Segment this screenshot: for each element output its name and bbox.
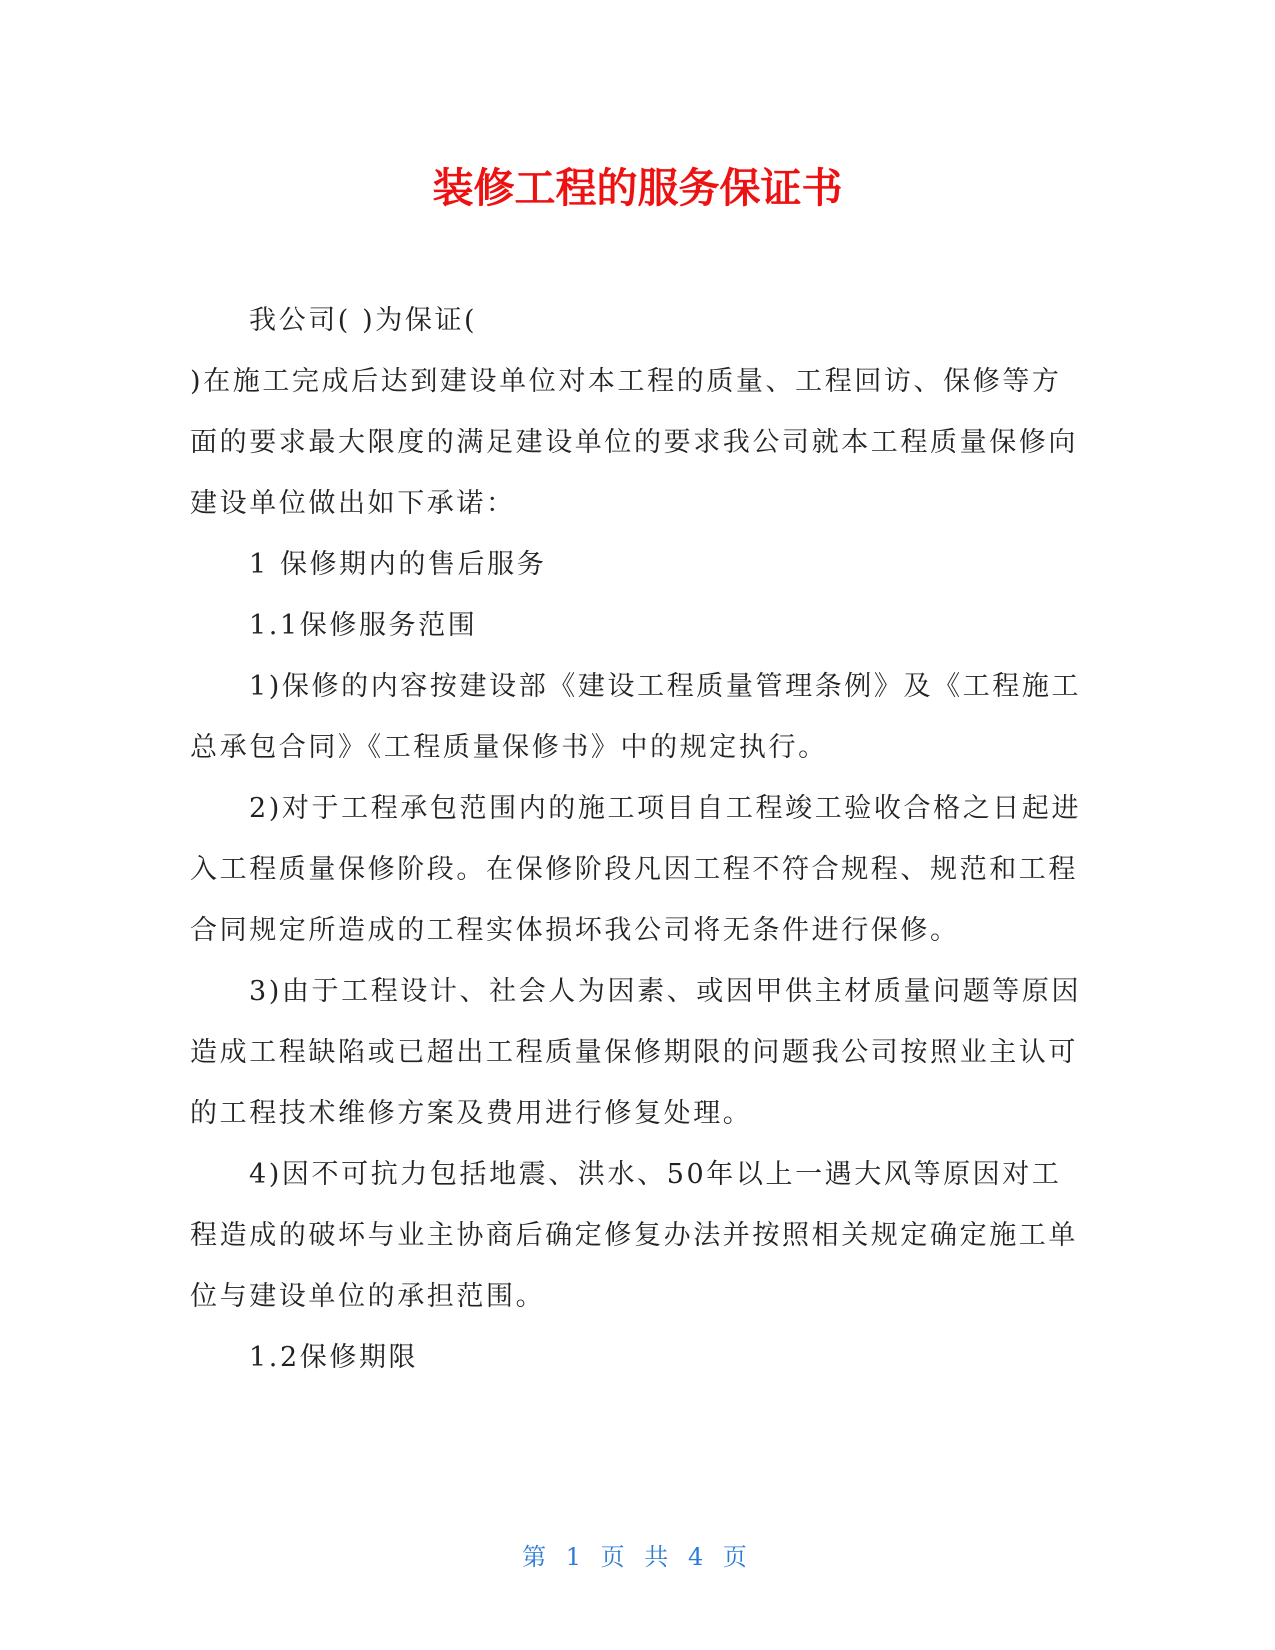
paragraph-intro: 我公司( )为保证( xyxy=(249,305,478,336)
paragraph-commitment: )在施工完成后达到建设单位对本工程的质量、工程回访、保修等方面的要求最大限度的满足建设单位的要求我公司就本工程质量保修向建设单位做出如下承诺： xyxy=(190,366,1078,519)
document-body xyxy=(190,290,1085,1388)
heading-section-1: 1 保修期内的售后服务 xyxy=(249,549,547,580)
heading-section-1-1: 1.1保修服务范围 xyxy=(249,610,478,641)
paragraph-item-4: 4)因不可抗力包括地震、洪水、50年以上一遇大风等原因对工程造成的破坏与业主协商后确定修复办法并按照相关规定确定施工单位与建设单位的承担范围。 xyxy=(190,1159,1078,1312)
paragraph-item-3: 3)由于工程设计、社会人为因素、或因甲供主材质量问题等原因造成工程缺陷或已超出工程质量保修期限的问题我公司按照业主认可的工程技术维修方案及费用进行修复处理。 xyxy=(190,976,1082,1129)
paragraph-item-1: 1)保修的内容按建设部《建设工程质量管理条例》及《工程施工总承包合同》《工程质量保修书》中的规定执行。 xyxy=(190,671,1082,763)
page-number-footer: 第 1 页 共 4 页 xyxy=(522,1543,753,1571)
heading-section-1-2: 1.2保修期限 xyxy=(249,1342,419,1373)
document-title: 装修工程的服务保证书 xyxy=(432,164,843,212)
paragraph-item-2: 2)对于工程承包范围内的施工项目自工程竣工验收合格之日起进入工程质量保修阶段。在保修阶段凡因工程不符合规程、规范和工程合同规定所造成的工程实体损坏我公司将无条件进行保修。 xyxy=(190,793,1082,946)
